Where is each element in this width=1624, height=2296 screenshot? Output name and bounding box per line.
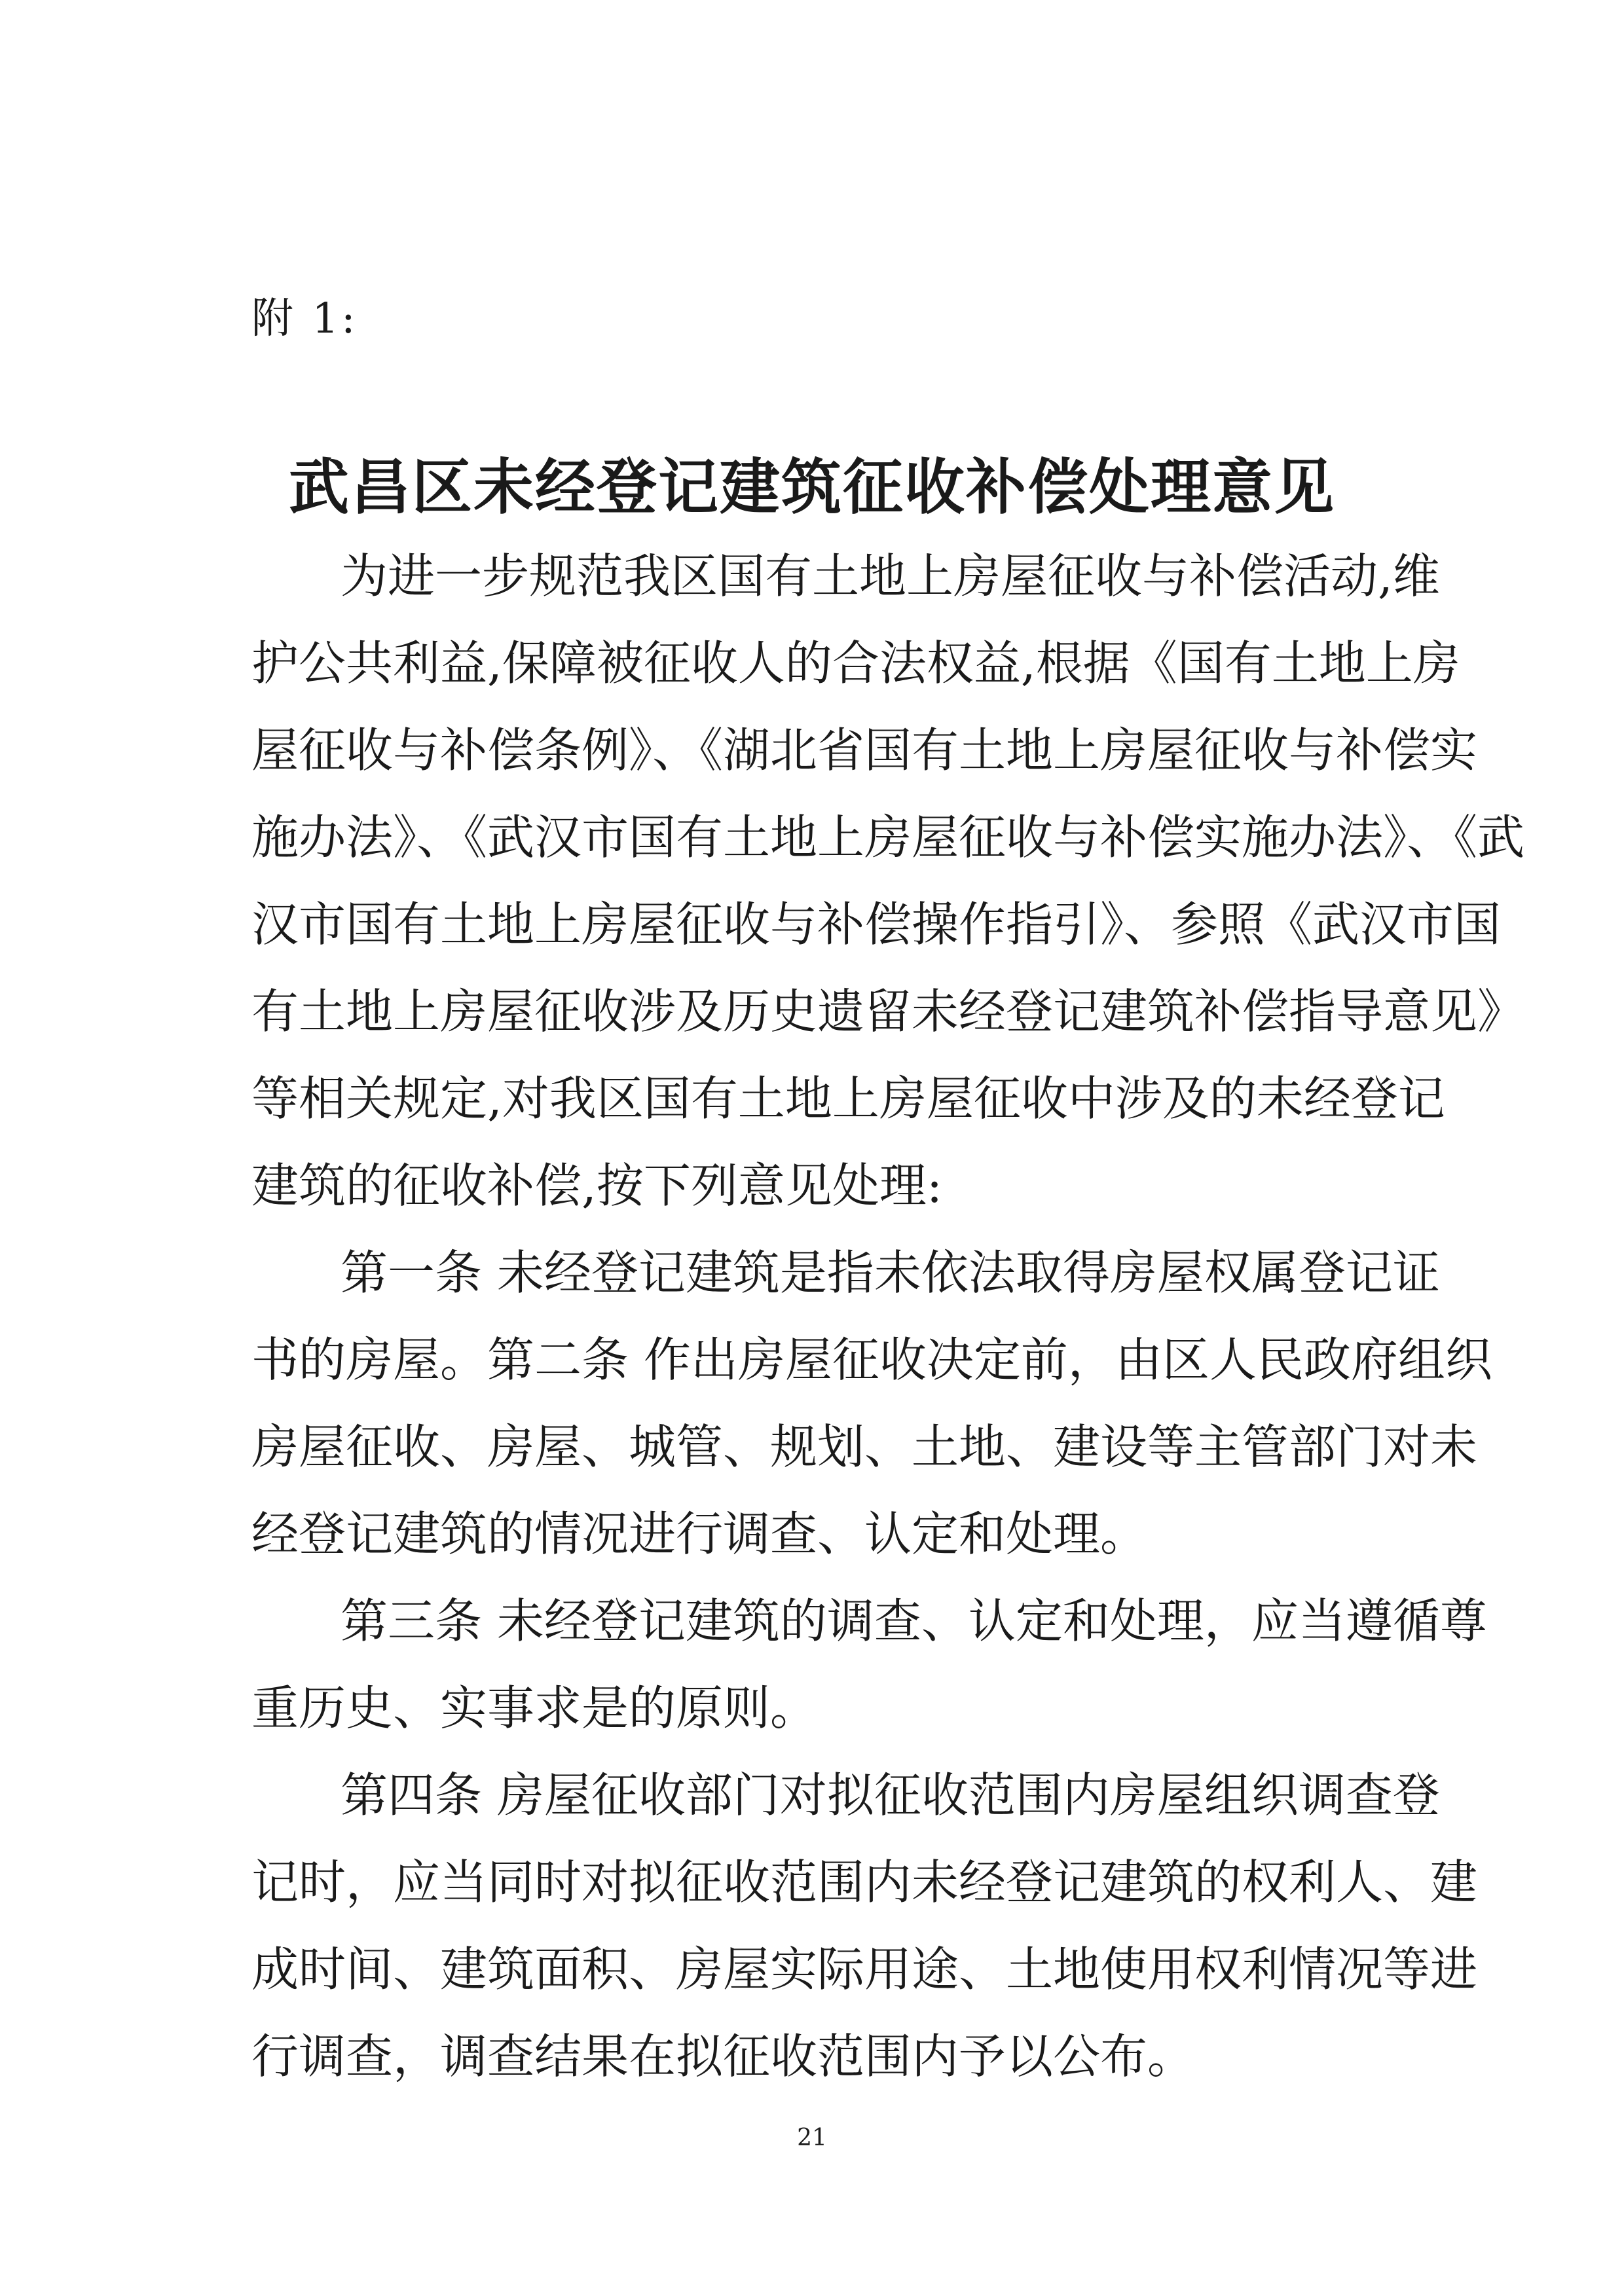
- paragraph-line: 建筑的征收补偿,按下列意见处理:: [251, 1158, 943, 1213]
- paragraph-line: 等相关规定,对我区国有土地上房屋征收中涉及的未经登记: [251, 1071, 1445, 1126]
- paragraph-line: 房屋征收、房屋、城管、规划、土地、建设等主管部门对未: [251, 1419, 1478, 1474]
- paragraph-line: 重历史、实事求是的原则。: [251, 1681, 818, 1736]
- page-number: 21: [797, 2124, 827, 2151]
- paragraph-line: 第一条 未经登记建筑是指未依法取得房屋权属登记证: [341, 1245, 1440, 1300]
- paragraph-line: 汉市国有土地上房屋征收与补偿操作指引》、参照《武汉市国: [251, 897, 1502, 952]
- paragraph-line: 护公共利益,保障被征收人的合法权益,根据《国有土地上房: [251, 636, 1460, 691]
- paragraph-line: 第三条 未经登记建筑的调查、认定和处理，应当遵循尊: [341, 1594, 1487, 1649]
- document-title: 武昌区未经登记建筑征收补偿处理意见: [288, 452, 1335, 522]
- paragraph-line: 有土地上房屋征收涉及历史遗留未经登记建筑补偿指导意见》: [251, 984, 1525, 1039]
- paragraph-line: 施办法》、《武汉市国有土地上房屋征收与补偿实施办法》、《武: [251, 810, 1525, 865]
- paragraph-line: 为进一步规范我区国有土地上房屋征收与补偿活动,维: [341, 549, 1440, 604]
- paragraph-line: 成时间、建筑面积、房屋实际用途、土地使用权利情况等进: [251, 1942, 1478, 1997]
- paragraph-line: 屋征收与补偿条例》、《湖北省国有土地上房屋征收与补偿实: [251, 723, 1478, 778]
- paragraph-line: 记时，应当同时对拟征收范围内未经登记建筑的权利人、建: [251, 1855, 1478, 1910]
- paragraph-line: 经登记建筑的情况进行调查、认定和处理。: [251, 1506, 1148, 1561]
- attachment-label: 附 1:: [251, 295, 358, 343]
- paragraph-line: 书的房屋。第二条 作出房屋征收决定前，由区人民政府组织: [251, 1332, 1492, 1387]
- paragraph-line: 第四条 房屋征收部门对拟征收范围内房屋组织调查登: [341, 1768, 1440, 1823]
- paragraph-line: 行调查，调查结果在拟征收范围内予以公布。: [251, 2029, 1195, 2084]
